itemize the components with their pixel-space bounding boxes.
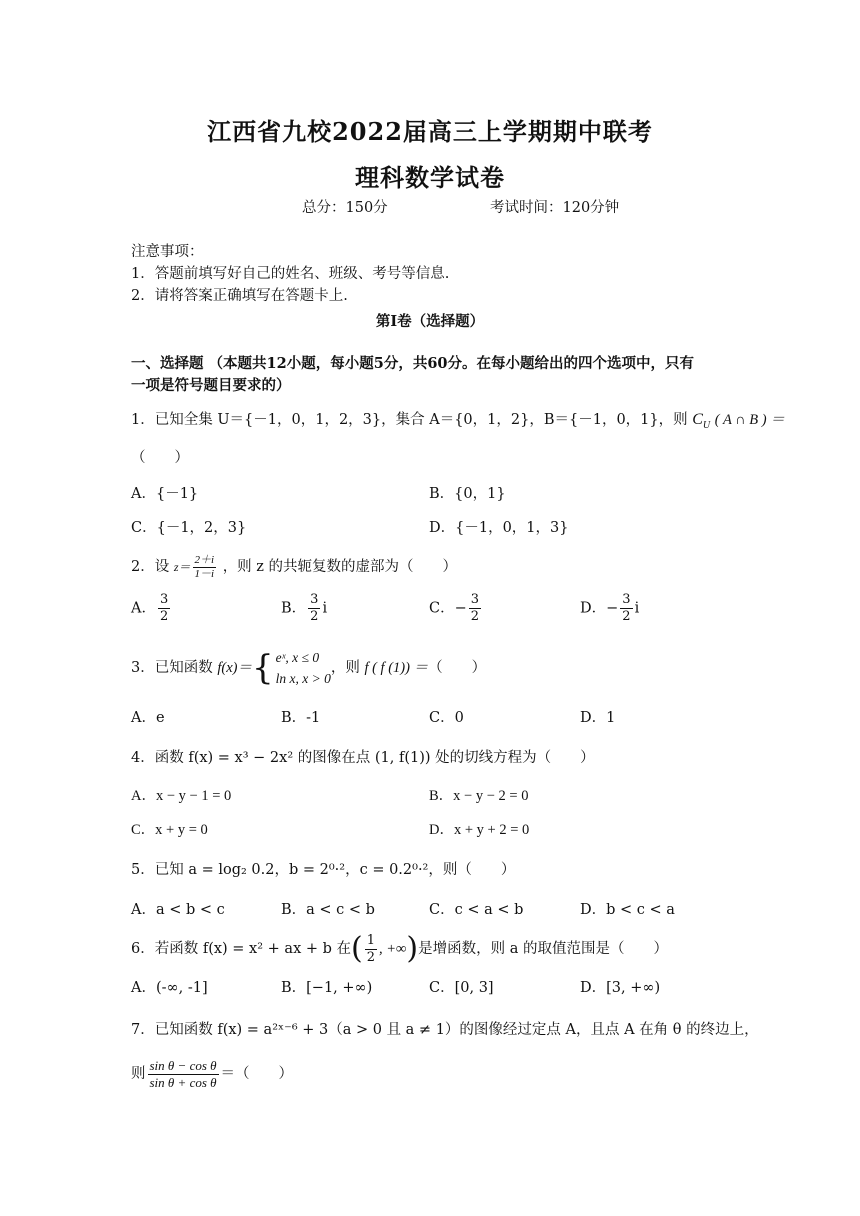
question-6-stem: 6．若函数 f(x) = x² + ax + b 在( $\frac{1}{2}$ , +∞)是增函数，则 a 的取值范围是（ ）: [131, 931, 668, 966]
section-heading-line2: 一项是符号题目要求的）: [131, 377, 291, 394]
notice-item: 1．答题前填写好自己的姓名、班级、考号等信息.: [131, 266, 450, 282]
section-heading-line1: 一、选择题 （本题共12小题，每小题5分，共60分。在每小题给出的四个选项中，只有: [131, 355, 694, 372]
question-1-option-c: C．{－1，2，3}: [131, 520, 247, 536]
question-3-option-c: C．0: [429, 710, 464, 726]
question-2-option-a: A． $\frac{3}{2}$: [131, 592, 169, 624]
notice-heading: 注意事项：: [131, 244, 204, 260]
question-6-option-b: B．[−1, +∞): [281, 980, 373, 996]
question-2-option-d: D．− $\frac{3}{2}$ i: [580, 592, 640, 624]
question-4-stem: 4．函数 f(x) = x³ − 2x² 的图像在点 (1, f(1)) 处的切线方程为（ ）: [131, 750, 595, 766]
exam-time: 考试时间：120分钟: [490, 200, 620, 216]
question-6-option-d: D．[3, +∞): [580, 980, 661, 996]
question-6-option-c: C．[0, 3]: [429, 980, 494, 996]
exam-subtitle: 理科数学试卷: [355, 163, 505, 192]
question-6-option-a: A．(-∞, -1]: [131, 980, 208, 996]
question-7-stem-2: 则 $\frac{\text{sin θ − cos θ}}{\text{sin θ + cos θ}}$ ＝（ ）: [131, 1057, 294, 1090]
question-2-option-b: B． $\frac{3}{2}$ i: [281, 592, 328, 624]
question-5-stem: 5．已知 a = log₂ 0.2，b = 2⁰·²，c = 0.2⁰·²，则（ ）: [131, 862, 516, 878]
question-5-option-b: B．a < c < b: [281, 902, 375, 918]
part-title: 第I卷（选择题）: [375, 313, 485, 330]
question-1-option-a: A．{－1}: [131, 486, 199, 502]
question-7-stem: 7．已知函数 f(x) = a²ˣ⁻⁶ + 3（a > 0 且 a ≠ 1）的图像经过定点 A，且点 A 在角 θ 的终边上，: [131, 1022, 759, 1038]
question-5-option-c: C．c < a < b: [429, 902, 524, 918]
question-4-option-b: B．x − y − 2 = 0: [429, 788, 529, 804]
question-3-option-a: A．e: [131, 710, 165, 726]
question-3-option-b: B．-1: [281, 710, 321, 726]
question-4-option-d: D．x + y + 2 = 0: [429, 822, 530, 838]
question-1-option-b: B．{0，1}: [429, 486, 506, 502]
notice-item: 2．请将答案正确填写在答题卡上.: [131, 288, 348, 304]
total-score: 总分：150分: [302, 200, 388, 216]
question-4-option-a: A．x − y − 1 = 0: [131, 788, 232, 804]
question-4-option-c: C．x + y = 0: [131, 822, 208, 838]
question-1-stem: 1．已知全集 U＝{－1，0，1，2，3}，集合 A＝{0，1，2}，B＝{－1，0，1}，则 $C_U$ ( A ∩ B ) ＝: [131, 411, 785, 431]
question-5-option-a: A．a < b < c: [131, 902, 225, 918]
exam-title: 江西省九校2022届高三上学期期中联考: [207, 117, 653, 146]
question-5-option-d: D．b < c < a: [580, 902, 675, 918]
question-1-option-d: D．{－1，0，1，3}: [429, 520, 569, 536]
question-3-option-d: D．1: [580, 710, 616, 726]
question-3-stem: 3．已知函数 f(x)＝{ eˣ, x ≤ 0 ln x, x > 0 ，则 f ( f (1)) ＝（ ）: [131, 648, 487, 688]
question-1-blank: （ ）: [131, 450, 189, 466]
question-2-option-c: C．− $\frac{3}{2}$: [429, 592, 480, 624]
question-2-stem: 2．设 z＝ $\frac{2+i}{1-i}$ ，则 z 的共轭复数的虚部为（ ）: [131, 553, 458, 580]
